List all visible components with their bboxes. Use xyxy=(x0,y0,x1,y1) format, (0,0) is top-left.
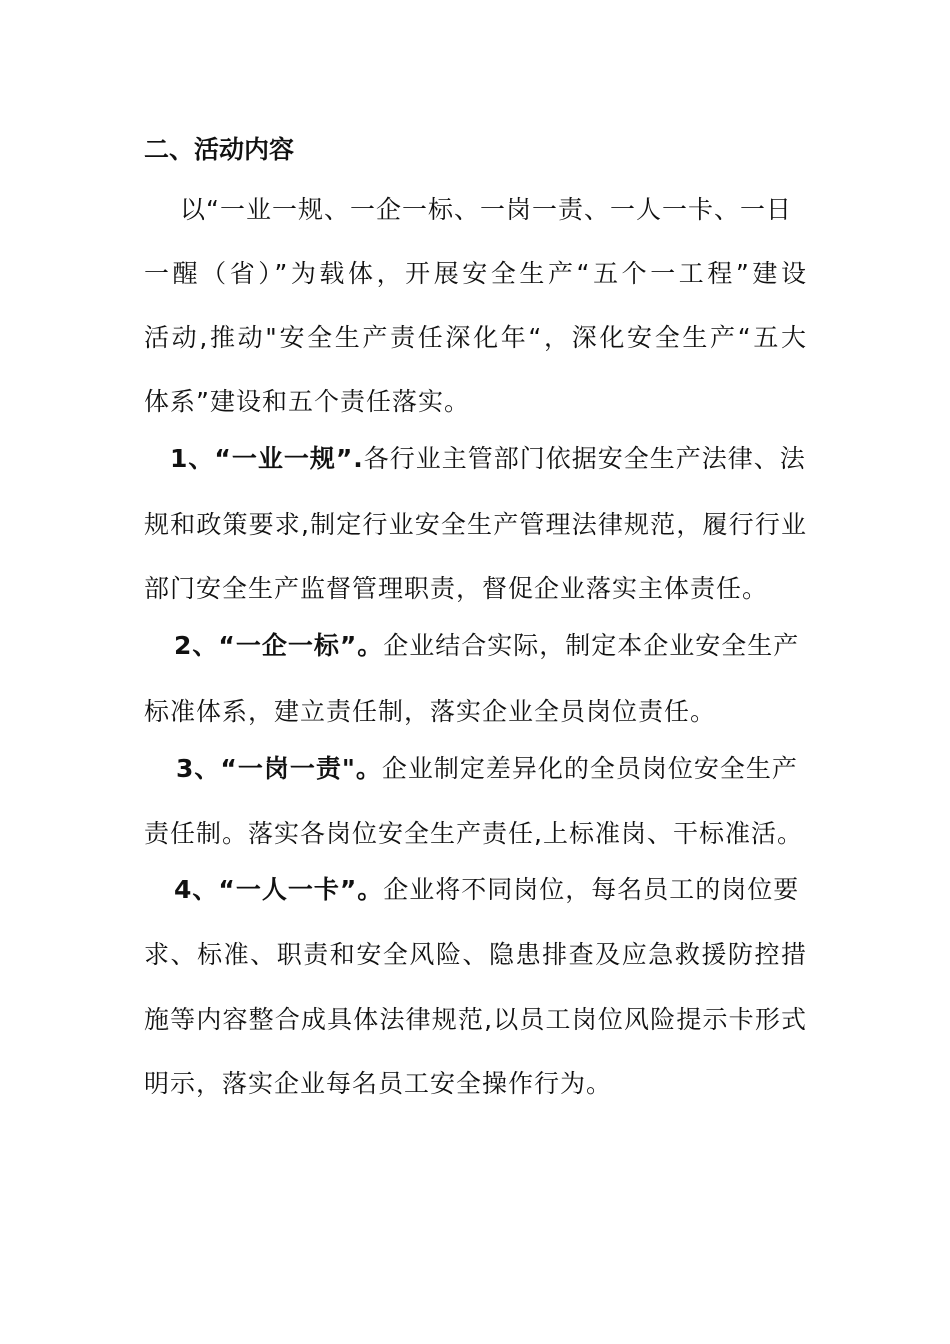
item-1-title: “一业一规”. xyxy=(214,444,364,473)
item-3-text: 企业制定差异化的全员岗位安全生产 xyxy=(381,754,798,783)
item-4-text: 企业将不同岗位，每名员工的岗位要 xyxy=(383,875,800,904)
item-1-text: 各行业主管部门依据安全生产法律、法 xyxy=(363,444,806,473)
intro-line-4: 体系”建设和五个责任落实。 xyxy=(144,387,470,416)
item-2-line-2: 标准体系，建立责任制，落实企业全员岗位责任。 xyxy=(144,697,717,726)
item-4-line-3: 施等内容整合成具体法律规范,以员工岗位风险提示卡形式 xyxy=(144,1005,806,1034)
item-4-first-line xyxy=(174,874,799,906)
item-4-number: 4、 xyxy=(174,875,219,904)
intro-line-1: 以“一业一规、一企一标、一岗一责、一人一卡、一日 xyxy=(180,195,792,224)
section-heading: 二、活动内容 xyxy=(144,135,295,164)
item-1-first-line xyxy=(170,443,806,475)
item-3-title: “一岗一责"。 xyxy=(220,754,382,783)
item-2-text: 企业结合实际，制定本企业安全生产 xyxy=(383,631,800,660)
item-4-line-4: 明示，落实企业每名员工安全操作行为。 xyxy=(144,1069,613,1098)
item-3-number: 3、 xyxy=(176,754,221,783)
item-1-number: 1、 xyxy=(170,444,215,473)
item-1-line-2: 规和政策要求,制定行业安全生产管理法律规范，履行行业 xyxy=(144,510,806,539)
intro-line-3: 活动,推动"安全生产责任深化年“，深化安全生产“五大 xyxy=(144,323,806,352)
item-4-title: “一人一卡”。 xyxy=(218,875,384,904)
item-2-title: “一企一标”。 xyxy=(218,631,384,660)
item-2-number: 2、 xyxy=(174,631,219,660)
intro-line-2: 一醒（省）”为载体，开展安全生产“五个一工程”建设 xyxy=(144,259,806,288)
item-2-first-line xyxy=(174,630,799,662)
item-3-first-line xyxy=(176,753,798,785)
item-4-line-2: 求、标准、职责和安全风险、隐患排查及应急救援防控措 xyxy=(144,940,806,969)
item-3-line-2: 责任制。落实各岗位安全生产责任,上标准岗、干标准活。 xyxy=(144,819,803,848)
item-1-line-3: 部门安全生产监督管理职责，督促企业落实主体责任。 xyxy=(144,574,769,603)
